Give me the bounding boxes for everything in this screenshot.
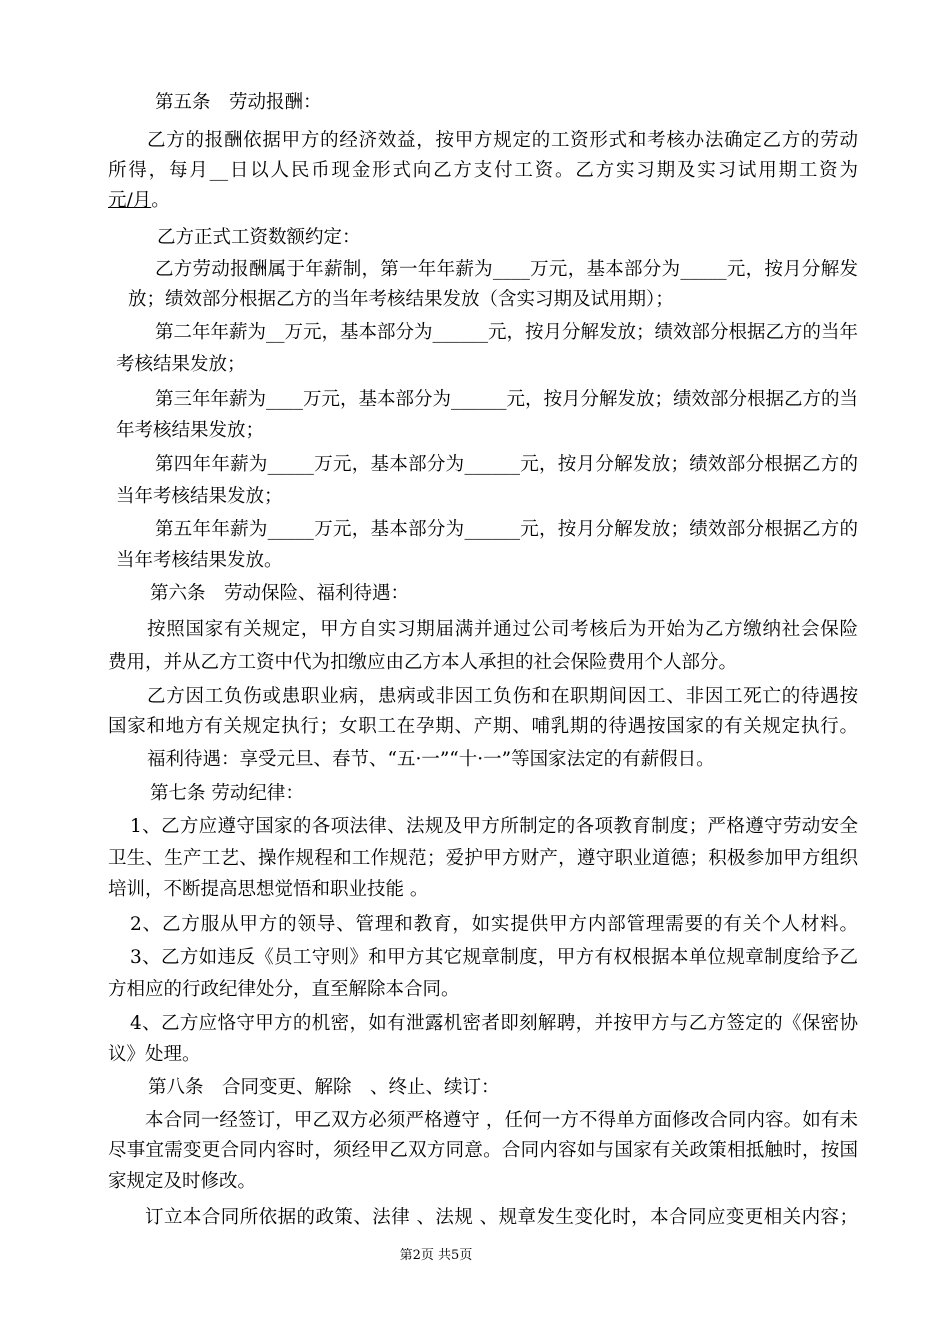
paragraph-line: 议》处理。 xyxy=(108,1044,201,1065)
paragraph-line: 第四年年薪为_____万元，基本部分为______元，按月分解发放；绩效部分根据乙方的 xyxy=(155,454,858,475)
paragraph-line: 方相应的行政纪律处分，直至解除本合同。 xyxy=(108,979,460,1000)
paragraph-line: 订立本合同所依据的政策、法律 、法规 、规章发生变化时，本合同应变更相关内容； xyxy=(145,1207,858,1228)
paragraph-line: 乙方正式工资数额约定： xyxy=(157,227,361,248)
article-6-heading: 第六条 劳动保险、福利待遇： xyxy=(150,583,410,604)
paragraph-line: 培训，不断提高思想觉悟和职业技能 。 xyxy=(108,879,429,900)
page-footer: 第2页 共5页 xyxy=(399,1248,473,1263)
paragraph-line xyxy=(108,189,170,213)
paragraph-line: 按照国家有关规定，甲方自实习期届满并通过公司考核后为开始为乙方缴纳社会保险 xyxy=(147,619,858,640)
paragraph-line: 所得，每月__日以人民币现金形式向乙方支付工资。乙方实习期及实习试用期工资为 xyxy=(108,160,858,181)
paragraph-line: 家规定及时修改。 xyxy=(108,1171,257,1192)
paragraph-line: 卫生、生产工艺、操作规程和工作规范；爱护甲方财产，遵守职业道德；积极参加甲方组织 xyxy=(108,848,858,869)
paragraph-line: 尽事宜需变更合同内容时，须经甲乙双方同意。合同内容如与国家有关政策相抵触时，按国 xyxy=(108,1140,858,1161)
paragraph-line: 乙方劳动报酬属于年薪制，第一年年薪为____万元，基本部分为_____元，按月分解发 xyxy=(155,259,858,280)
paragraph-line: 当年考核结果发放。 xyxy=(116,550,283,571)
article-8-heading: 第八条 合同变更、解除 、终止、续订： xyxy=(148,1077,500,1098)
paragraph-line: 2、乙方服从甲方的领导、管理和教育，如实提供甲方内部管理需要的有关个人材料。 xyxy=(130,914,858,935)
paragraph-line: 费用，并从乙方工资中代为扣缴应由乙方本人承担的社会保险费用个人部分。 xyxy=(108,652,738,673)
paragraph-line: 当年考核结果发放； xyxy=(116,486,283,507)
paragraph-line: 第三年年薪为____万元，基本部分为______元，按月分解发放；绩效部分根据乙方的当 xyxy=(155,389,858,410)
paragraph-line: 第五年年薪为_____万元，基本部分为______元，按月分解发放；绩效部分根据乙方的 xyxy=(155,519,858,540)
paragraph-line: 考核结果发放； xyxy=(116,354,246,375)
article-5-heading: 第五条 劳动报酬： xyxy=(155,92,322,113)
paragraph-line: 4、乙方应恪守甲方的机密，如有泄露机密者即刻解聘，并按甲方与乙方签定的《保密协 xyxy=(130,1013,858,1034)
paragraph-line: 1、乙方应遵守国家的各项法律、法规及甲方所制定的各项教育制度；严格遵守劳动安全 xyxy=(130,816,858,837)
paragraph-line: 放；绩效部分根据乙方的当年考核结果发放（含实习期及试用期）； xyxy=(128,289,674,310)
paragraph-line: 乙方的报酬依据甲方的经济效益，按甲方规定的工资形式和考核办法确定乙方的劳动 xyxy=(147,130,858,151)
paragraph-line: 本合同一经签订，甲乙双方必须严格遵守 ，任何一方不得单方面修改合同内容。如有未 xyxy=(145,1110,858,1131)
paragraph-line: 3、乙方如违反《员工守则》和甲方其它规章制度，甲方有权根据本单位规章制度给予乙 xyxy=(130,947,858,968)
period: 。 xyxy=(151,190,170,211)
paragraph-line: 第二年年薪为__万元，基本部分为______元，按月分解发放；绩效部分根据乙方的当年 xyxy=(155,322,858,343)
salary-unit: 元/月 xyxy=(108,190,152,211)
paragraph-line: 福利待遇：享受元旦、春节、“五·一”“十·一”等国家法定的有薪假日。 xyxy=(147,749,715,770)
paragraph-line: 年考核结果发放； xyxy=(116,420,265,441)
article-7-heading: 第七条 劳动纪律： xyxy=(150,783,304,804)
paragraph-line: 乙方因工负伤或患职业病，患病或非因工负伤和在职期间因工、非因工死亡的待遇按 xyxy=(147,686,858,707)
paragraph-line: 国家和地方有关规定执行；女职工在孕期、产期、哺乳期的待遇按国家的有关规定执行。 xyxy=(108,716,858,737)
